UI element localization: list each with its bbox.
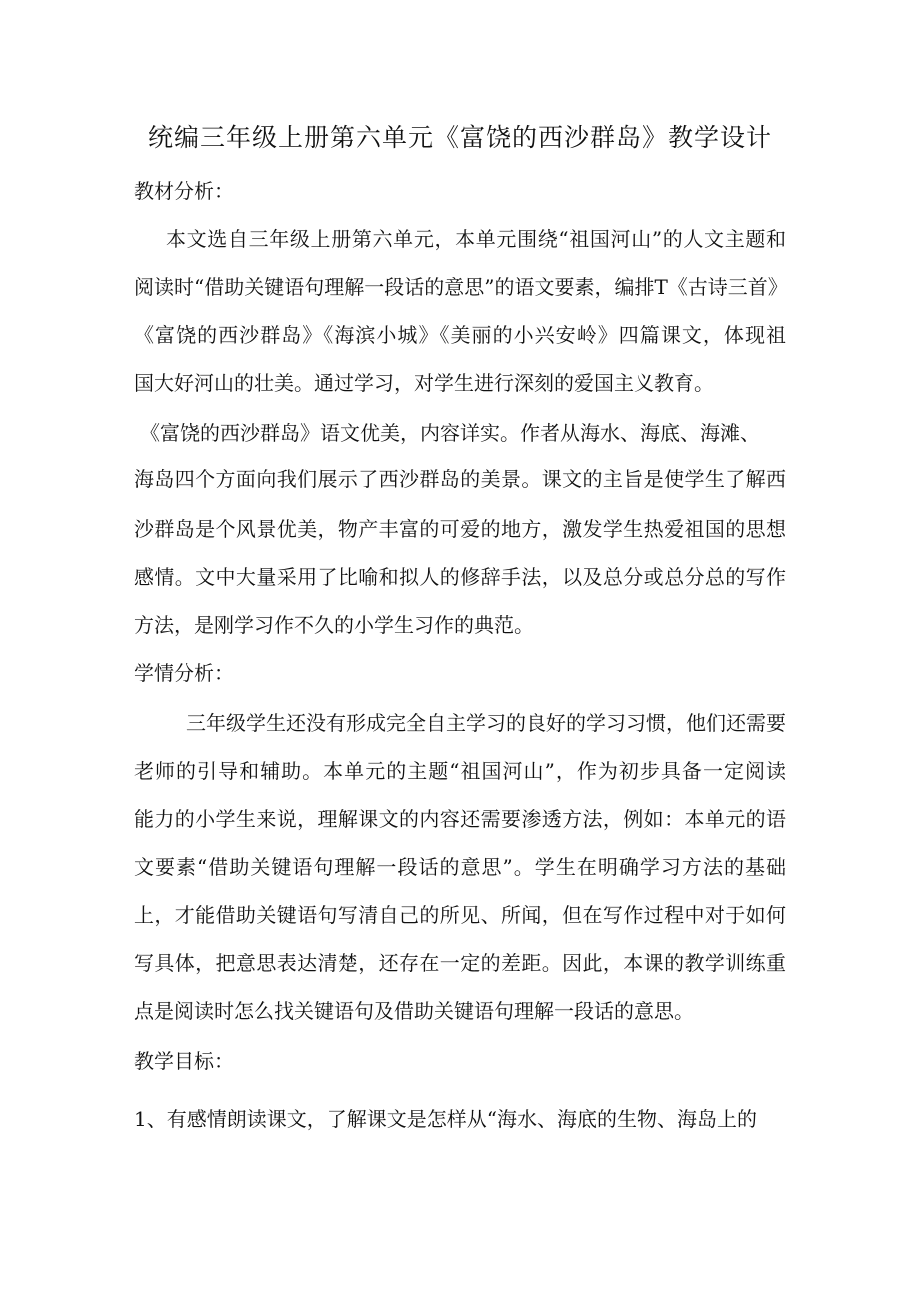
paragraph-line: 点是阅读时怎么找关键语句及借助关键语句理解一段话的意思。: [134, 999, 694, 1023]
paragraph-line: 写具体，把意思表达清楚，还存在一定的差距。因此，本课的教学训练重: [134, 951, 786, 975]
paragraph-line: 方法，是刚学习作不久的小学生习作的典范。: [134, 613, 534, 637]
paragraph-line: 文要素“借助关键语句理解一段话的意思”。学生在明确学习方法的基础: [134, 855, 786, 879]
paragraph-line: 沙群岛是个风景优美，物产丰富的可爱的地方，激发学生热爱祖国的思想: [134, 517, 786, 541]
paragraph-line: 上，才能借助关键语句写清自己的所见、所闻，但在写作过程中对于如何: [134, 903, 786, 927]
paragraph-line: 感情。文中大量采用了比喻和拟人的修辞手法，以及总分或总分总的写作: [134, 565, 786, 589]
objective-item: 1、有感情朗读课文，了解课文是怎样从“海水、海底的生物、海岛上的: [134, 1107, 757, 1131]
paragraph-line: 三年级学生还没有形成完全自主学习的良好的学习习惯，他们还需要: [186, 711, 786, 735]
paragraph-line: 国大好河山的壮美。通过学习，对学生进行深刻的爱国主义教育。: [134, 371, 714, 395]
paragraph-line: 阅读时“借助关键语句理解一段话的意思”的语文要素，编排T《古诗三首》: [134, 275, 788, 299]
paragraph-line: 海岛四个方面向我们展示了西沙群岛的美景。课文的主旨是使学生了解西: [134, 467, 786, 491]
section-heading-textbook-analysis: 教材分析：: [134, 179, 234, 203]
paragraph-line: 本文选自三年级上册第六单元，本单元围绕“祖国河山”的人文主题和: [166, 227, 786, 251]
paragraph-line: 《富饶的西沙群岛》语文优美，内容详实。作者从海水、海底、海滩、: [140, 421, 760, 445]
document-title: 统编三年级上册第六单元《富饶的西沙群岛》教学设计: [147, 123, 772, 152]
paragraph-line: 能力的小学生来说，理解课文的内容还需要渗透方法，例如：本单元的语: [134, 807, 786, 831]
section-heading-teaching-objectives: 教学目标：: [134, 1049, 234, 1073]
paragraph-line: 《富饶的西沙群岛》《海滨小城》《美丽的小兴安岭》四篇课文，体现祖: [134, 323, 786, 347]
section-heading-learner-analysis: 学情分析：: [134, 661, 234, 685]
paragraph-line: 老师的引导和辅助。本单元的主题“祖国河山”，作为初步具备一定阅读: [134, 759, 786, 783]
